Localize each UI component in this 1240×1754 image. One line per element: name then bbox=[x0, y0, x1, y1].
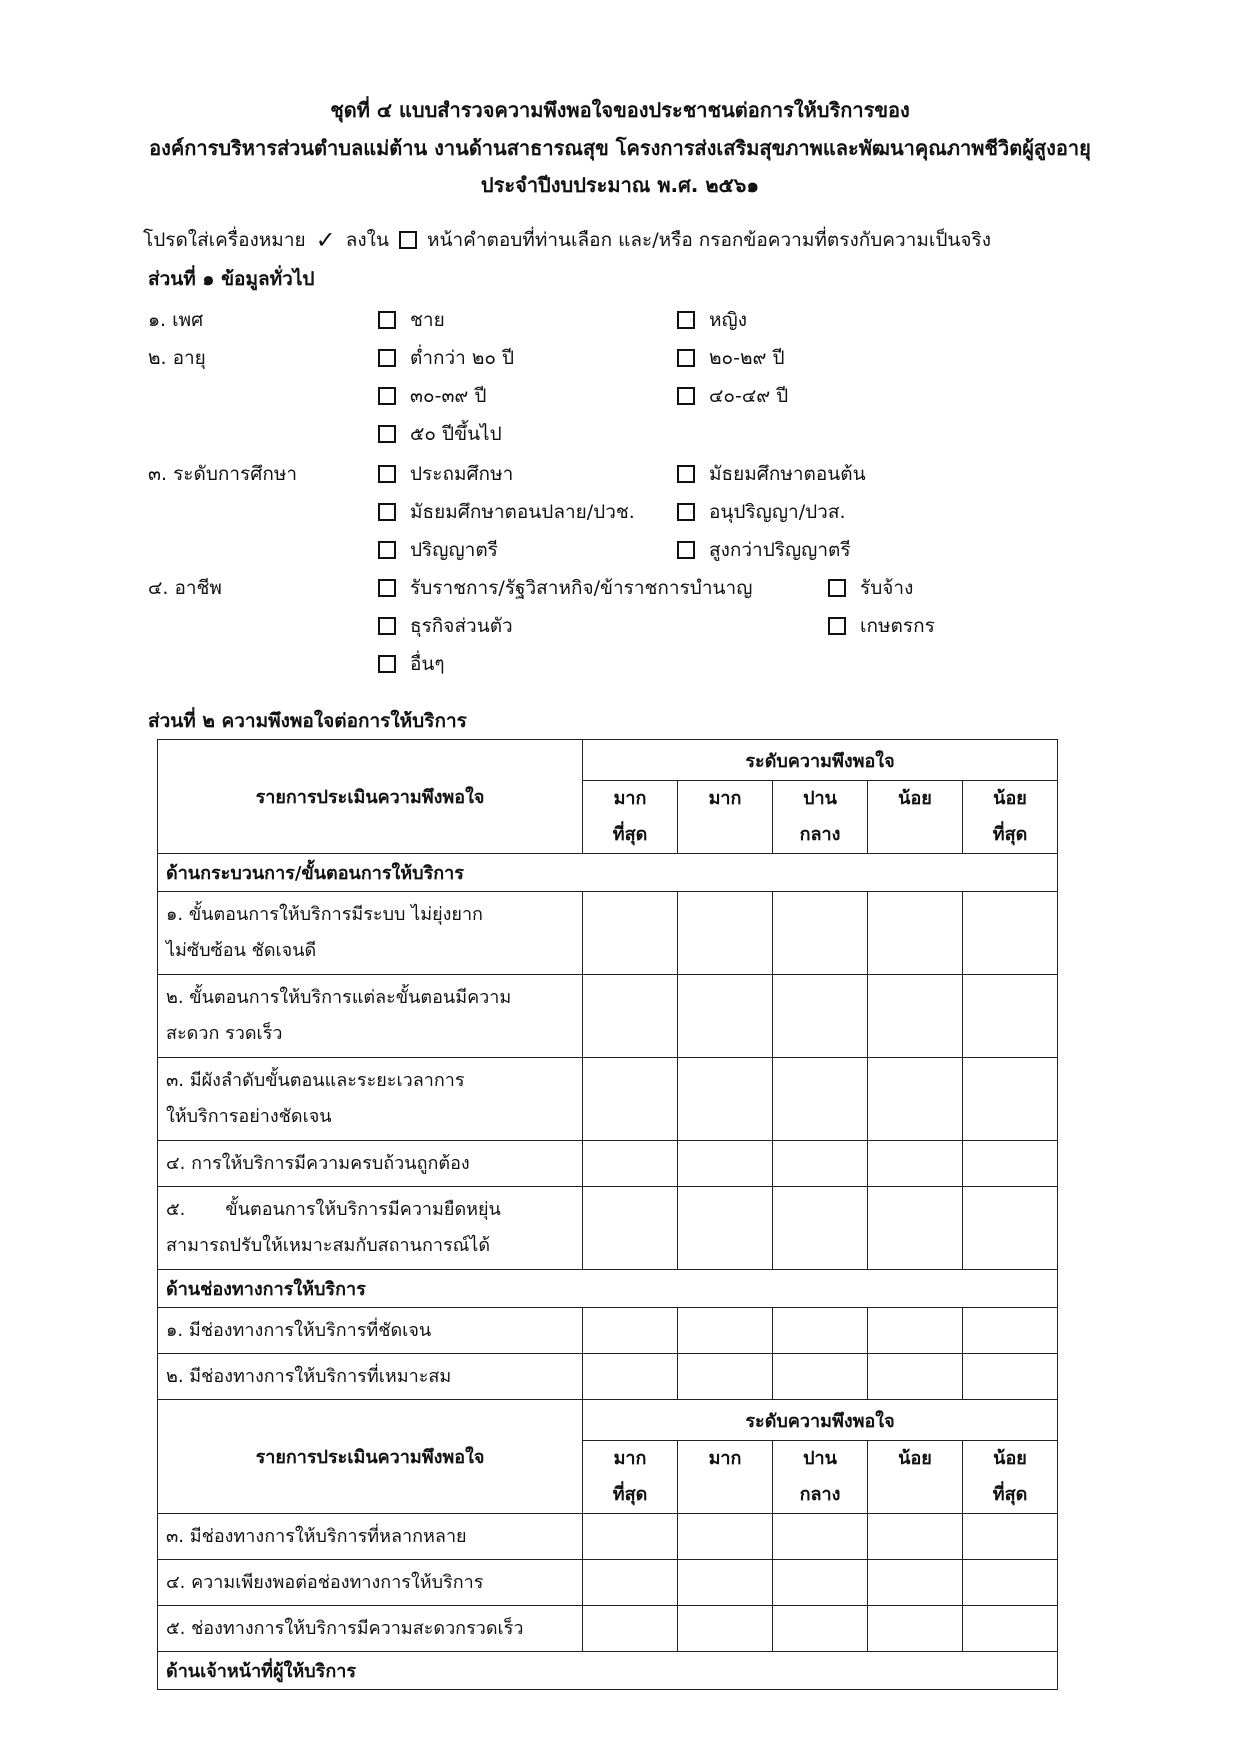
item-text: ๔. ความเพียงพอต่อช่องทางการให้บริการ bbox=[158, 1560, 583, 1606]
item-text: ๕. ช่องทางการให้บริการมีความสะดวกรวดเร็ว bbox=[158, 1606, 583, 1652]
rating-cell[interactable] bbox=[868, 1606, 963, 1652]
table-row bbox=[158, 1308, 1058, 1354]
education-label: ๓. ระดับการศึกษา bbox=[148, 463, 298, 485]
rating-cell[interactable] bbox=[583, 1354, 678, 1400]
option-edu-upper-secondary[interactable] bbox=[378, 497, 635, 527]
rating-cell[interactable] bbox=[963, 1308, 1058, 1354]
rating-cell[interactable] bbox=[583, 1187, 678, 1270]
option-label: เกษตรกร bbox=[860, 615, 935, 637]
category-process: ด้านกระบวนการ/ขั้นตอนการให้บริการ bbox=[158, 854, 1058, 892]
checkmark-icon: ✓ bbox=[315, 226, 336, 254]
header-level-group: ระดับความพึงพอใจ bbox=[583, 1400, 1058, 1441]
rating-cell[interactable] bbox=[583, 1141, 678, 1187]
checkbox[interactable] bbox=[378, 541, 396, 559]
option-label: ๔๐-๔๙ ปี bbox=[709, 385, 789, 407]
option-occ-employee[interactable] bbox=[828, 573, 913, 603]
checkbox[interactable] bbox=[677, 387, 695, 405]
header-item-column: รายการประเมินความพึงพอใจ bbox=[158, 1400, 583, 1514]
rating-cell[interactable] bbox=[678, 1187, 773, 1270]
form-title-line-1: ชุดที่ ๔ แบบสำรวจความพึงพอใจของประชาชนต่อการให้บริการของ bbox=[330, 98, 910, 122]
item-text: ๓. มีช่องทางการให้บริการที่หลากหลาย bbox=[158, 1514, 583, 1560]
rating-cell[interactable] bbox=[868, 1354, 963, 1400]
option-age-20-29[interactable] bbox=[677, 343, 785, 373]
table-row bbox=[158, 1141, 1058, 1187]
rating-cell[interactable] bbox=[583, 892, 678, 975]
option-label: ๓๐-๓๙ ปี bbox=[410, 385, 487, 407]
rating-cell[interactable] bbox=[678, 1354, 773, 1400]
option-label: ต่ำกว่า ๒๐ ปี bbox=[410, 347, 515, 369]
rating-cell[interactable] bbox=[868, 1141, 963, 1187]
option-label: สูงกว่าปริญญาตรี bbox=[709, 539, 851, 561]
option-label: ๕๐ ปีขึ้นไป bbox=[410, 423, 502, 445]
gender-label: ๑. เพศ bbox=[148, 309, 204, 331]
checkbox-example-icon bbox=[399, 231, 417, 249]
rating-cell[interactable] bbox=[868, 1187, 963, 1270]
satisfaction-table bbox=[157, 739, 1058, 1690]
rating-cell[interactable] bbox=[963, 1560, 1058, 1606]
item-text: ๒. มีช่องทางการให้บริการที่เหมาะสม bbox=[158, 1354, 583, 1400]
rating-cell[interactable] bbox=[678, 1308, 773, 1354]
checkbox[interactable] bbox=[378, 503, 396, 521]
item-text: ๕. ขั้นตอนการให้บริการมีความยืดหยุ่น สามารถปรับให้เหมาะสมกับสถานการณ์ได้ bbox=[158, 1187, 583, 1270]
checkbox[interactable] bbox=[378, 425, 396, 443]
option-occ-government[interactable] bbox=[378, 573, 752, 603]
checkbox[interactable] bbox=[378, 465, 396, 483]
rating-cell[interactable] bbox=[963, 1141, 1058, 1187]
header-level-much: มาก bbox=[678, 781, 773, 854]
rating-cell[interactable] bbox=[868, 892, 963, 975]
rating-cell[interactable] bbox=[583, 1606, 678, 1652]
checkbox[interactable] bbox=[677, 349, 695, 367]
form-title-line-2: องค์การบริหารส่วนตำบลแม่ต้าน งานด้านสาธารณสุข โครงการส่งเสริมสุขภาพและพัฒนาคุณภาพชีวิตผู้สูงอายุ bbox=[149, 136, 1091, 160]
rating-cell[interactable] bbox=[678, 892, 773, 975]
part2-heading: ส่วนที่ ๒ ความพึงพอใจต่อการให้บริการ bbox=[148, 710, 467, 732]
header-item-column: รายการประเมินความพึงพอใจ bbox=[158, 740, 583, 854]
checkbox[interactable] bbox=[378, 655, 396, 673]
option-edu-bachelor[interactable] bbox=[378, 535, 498, 565]
instruction-text-3: หน้าคำตอบที่ท่านเลือก และ/หรือ กรอกข้อความที่ตรงกับความเป็นจริง bbox=[426, 229, 992, 251]
option-gender-female[interactable] bbox=[677, 305, 747, 335]
rating-cell[interactable] bbox=[678, 975, 773, 1058]
rating-cell[interactable] bbox=[963, 1058, 1058, 1141]
item-text: ๒. ขั้นตอนการให้บริการแต่ละขั้นตอนมีความ สะดวก รวดเร็ว bbox=[158, 975, 583, 1058]
rating-cell[interactable] bbox=[963, 892, 1058, 975]
rating-cell[interactable] bbox=[583, 975, 678, 1058]
rating-cell[interactable] bbox=[868, 1308, 963, 1354]
option-label: มัธยมศึกษาตอนปลาย/ปวช. bbox=[410, 501, 635, 523]
checkbox[interactable] bbox=[378, 387, 396, 405]
option-edu-primary[interactable] bbox=[378, 459, 513, 489]
rating-cell[interactable] bbox=[773, 1606, 868, 1652]
header-level-moderate: ปาน กลาง bbox=[773, 1441, 868, 1514]
rating-cell[interactable] bbox=[773, 1058, 868, 1141]
checkbox[interactable] bbox=[378, 617, 396, 635]
option-age-40-49[interactable] bbox=[677, 381, 788, 411]
checkbox[interactable] bbox=[378, 311, 396, 329]
form-title-line-3: ประจำปีงบประมาณ พ.ศ. ๒๕๖๑ bbox=[480, 173, 760, 197]
rating-cell[interactable] bbox=[963, 1187, 1058, 1270]
checkbox[interactable] bbox=[828, 579, 846, 597]
option-occ-other[interactable] bbox=[378, 649, 445, 679]
checkbox[interactable] bbox=[677, 465, 695, 483]
option-label: ชาย bbox=[410, 309, 445, 331]
checkbox[interactable] bbox=[677, 311, 695, 329]
category-staff: ด้านเจ้าหน้าที่ผู้ให้บริการ bbox=[158, 1652, 1058, 1690]
option-label: รับจ้าง bbox=[860, 577, 914, 599]
option-edu-above-bachelor[interactable] bbox=[677, 535, 851, 565]
option-label: อนุปริญญา/ปวส. bbox=[709, 501, 846, 523]
checkbox[interactable] bbox=[677, 541, 695, 559]
table-row bbox=[158, 1514, 1058, 1560]
rating-cell[interactable] bbox=[868, 1560, 963, 1606]
rating-cell[interactable] bbox=[678, 1606, 773, 1652]
option-label: มัธยมศึกษาตอนต้น bbox=[709, 463, 866, 485]
rating-cell[interactable] bbox=[963, 975, 1058, 1058]
rating-cell[interactable] bbox=[963, 1514, 1058, 1560]
option-label: ปริญญาตรี bbox=[410, 539, 498, 561]
option-age-under-20[interactable] bbox=[378, 343, 514, 373]
rating-cell[interactable] bbox=[773, 1514, 868, 1560]
rating-cell[interactable] bbox=[773, 892, 868, 975]
table-row bbox=[158, 1187, 1058, 1270]
option-label: อื่นๆ bbox=[410, 653, 445, 675]
table-row bbox=[158, 1354, 1058, 1400]
rating-cell[interactable] bbox=[583, 1514, 678, 1560]
occupation-label: ๔. อาชีพ bbox=[148, 577, 222, 599]
checkbox[interactable] bbox=[378, 349, 396, 367]
table-row bbox=[158, 975, 1058, 1058]
rating-cell[interactable] bbox=[868, 1058, 963, 1141]
rating-cell[interactable] bbox=[678, 1514, 773, 1560]
table-row bbox=[158, 892, 1058, 975]
table-row bbox=[158, 1560, 1058, 1606]
rating-cell[interactable] bbox=[773, 1141, 868, 1187]
option-edu-lower-secondary[interactable] bbox=[677, 459, 866, 489]
option-label: รับราชการ/รัฐวิสาหกิจ/ข้าราชการบำนาญ bbox=[410, 577, 753, 599]
option-age-50-plus[interactable] bbox=[378, 419, 502, 449]
age-label: ๒. อายุ bbox=[148, 347, 206, 369]
checkbox[interactable] bbox=[828, 617, 846, 635]
part1-heading: ส่วนที่ ๑ ข้อมูลทั่วไป bbox=[148, 268, 315, 290]
rating-cell[interactable] bbox=[583, 1058, 678, 1141]
instruction-line bbox=[143, 225, 991, 255]
rating-cell[interactable] bbox=[773, 1560, 868, 1606]
option-occ-business[interactable] bbox=[378, 611, 513, 641]
rating-cell[interactable] bbox=[963, 1606, 1058, 1652]
option-gender-male[interactable] bbox=[378, 305, 445, 335]
category-channels: ด้านช่องทางการให้บริการ bbox=[158, 1270, 1058, 1308]
item-text: ๔. การให้บริการมีความครบถ้วนถูกต้อง bbox=[158, 1141, 583, 1187]
header-level-most: มาก ที่สุด bbox=[583, 1441, 678, 1514]
option-label: หญิง bbox=[709, 309, 747, 331]
rating-cell[interactable] bbox=[773, 1354, 868, 1400]
checkbox[interactable] bbox=[677, 503, 695, 521]
header-level-moderate: ปาน กลาง bbox=[773, 781, 868, 854]
rating-cell[interactable] bbox=[678, 1058, 773, 1141]
rating-cell[interactable] bbox=[868, 975, 963, 1058]
rating-cell[interactable] bbox=[963, 1354, 1058, 1400]
rating-cell[interactable] bbox=[678, 1141, 773, 1187]
item-text: ๑. ขั้นตอนการให้บริการมีระบบ ไม่ยุ่งยาก ไม่ซับซ้อน ชัดเจนดี bbox=[158, 892, 583, 975]
option-label: ธุรกิจส่วนตัว bbox=[410, 615, 513, 637]
header-level-group: ระดับความพึงพอใจ bbox=[583, 740, 1058, 781]
table-row bbox=[158, 1606, 1058, 1652]
rating-cell[interactable] bbox=[773, 975, 868, 1058]
item-text: ๑. มีช่องทางการให้บริการที่ชัดเจน bbox=[158, 1308, 583, 1354]
rating-cell[interactable] bbox=[583, 1560, 678, 1606]
rating-cell[interactable] bbox=[773, 1187, 868, 1270]
header-level-little: น้อย bbox=[868, 1441, 963, 1514]
rating-cell[interactable] bbox=[868, 1514, 963, 1560]
option-occ-farmer[interactable] bbox=[828, 611, 935, 641]
header-level-much: มาก bbox=[678, 1441, 773, 1514]
header-level-most: มาก ที่สุด bbox=[583, 781, 678, 854]
header-level-least: น้อย ที่สุด bbox=[963, 1441, 1058, 1514]
table-row bbox=[158, 1058, 1058, 1141]
option-edu-diploma[interactable] bbox=[677, 497, 845, 527]
instruction-text-2: ลงใน bbox=[345, 229, 389, 251]
option-label: ประถมศึกษา bbox=[410, 463, 514, 485]
option-age-30-39[interactable] bbox=[378, 381, 486, 411]
checkbox[interactable] bbox=[378, 579, 396, 597]
rating-cell[interactable] bbox=[583, 1308, 678, 1354]
instruction-text-1: โปรดใส่เครื่องหมาย bbox=[143, 229, 306, 251]
rating-cell[interactable] bbox=[678, 1560, 773, 1606]
rating-cell[interactable] bbox=[773, 1308, 868, 1354]
header-level-little: น้อย bbox=[868, 781, 963, 854]
header-level-least: น้อย ที่สุด bbox=[963, 781, 1058, 854]
item-text: ๓. มีผังลำดับขั้นตอนและระยะเวลาการ ให้บริการอย่างชัดเจน bbox=[158, 1058, 583, 1141]
option-label: ๒๐-๒๙ ปี bbox=[709, 347, 785, 369]
